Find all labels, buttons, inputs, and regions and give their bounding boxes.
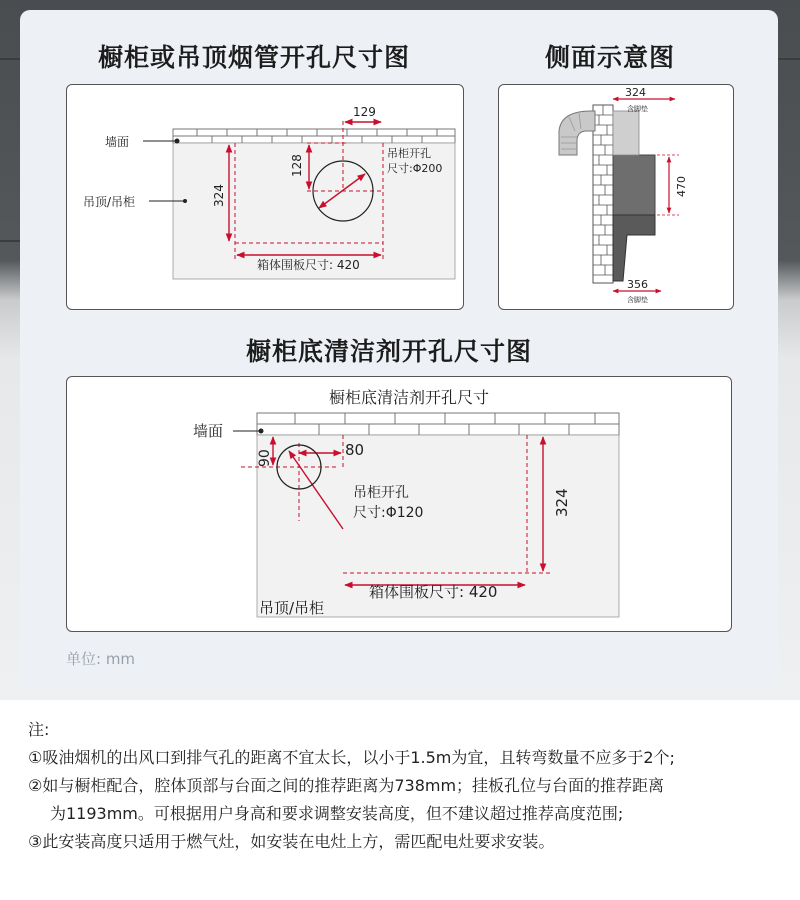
bottom-dim-vertical: 90: [257, 449, 273, 467]
side-dim-top-note: 含脚垫: [627, 105, 648, 113]
exhaust-duct: [559, 111, 595, 155]
top-diagram-title: 橱柜或吊顶烟管开孔尺寸图: [98, 43, 411, 72]
top-diagram-drawing: [67, 85, 463, 309]
side-dim-bottom: 356: [627, 278, 648, 291]
bottom-wall-label: 墙面: [193, 422, 224, 440]
ceiling-label: 吊顶/吊柜: [83, 195, 136, 209]
side-dim-height: 470: [675, 176, 688, 197]
side-dim-bottom-note: 含脚垫: [627, 296, 648, 304]
bottom-diagram-drawing: [67, 377, 731, 631]
hole-label-2: 尺寸:Φ200: [387, 162, 443, 175]
dim-offset-label: 129: [353, 105, 376, 119]
wall-label: 墙面: [105, 135, 130, 149]
side-dim-top: 324: [625, 86, 646, 99]
bottom-inner-title: 橱柜底清洁剂开孔尺寸: [329, 388, 490, 407]
note-line-1: ①吸油烟机的出风口到排气孔的距离不宜太长，以小于1.5m为宜，且转弯数量不应多于2个;: [28, 748, 675, 767]
bottom-dim-offset: 80: [345, 441, 365, 459]
dim-width-label: 箱体围板尺寸: 420: [257, 258, 360, 272]
background-seam: [0, 240, 20, 242]
bottom-dim-depth: 324: [553, 488, 571, 517]
notes-heading: 注:: [28, 720, 50, 739]
hood-upper: [613, 155, 655, 215]
hole-label-1: 吊柜开孔: [387, 147, 431, 160]
background-seam: [778, 58, 800, 60]
bottom-hole-label-2: 尺寸:Φ120: [353, 505, 424, 521]
note-line-2b: 为1193mm。可根据用户身高和要求调整安装高度，但不建议超过推荐高度范围;: [50, 804, 624, 823]
bottom-diagram-title: 橱柜底清洁剂开孔尺寸图: [246, 337, 533, 366]
dim-depth-label: 324: [212, 184, 226, 207]
hood-lower: [613, 215, 655, 281]
dim-vertical-label: 128: [290, 154, 304, 177]
bottom-dim-width: 箱体围板尺寸: 420: [369, 583, 498, 601]
top-diagram-panel: [66, 84, 464, 310]
side-diagram-panel: [498, 84, 734, 310]
unit-label: 单位: mm: [66, 650, 136, 668]
notes-section: [28, 716, 788, 856]
note-line-2a: ②如与橱柜配合，腔体顶部与台面之间的推荐距离为738mm；挂板孔位与台面的推荐距离: [28, 776, 665, 795]
side-diagram-title: 侧面示意图: [545, 43, 676, 72]
bottom-diagram-panel: [66, 376, 732, 632]
wall-bricks: [173, 129, 455, 143]
bottom-ceiling-label: 吊顶/吊柜: [259, 599, 325, 617]
background-seam: [0, 58, 20, 60]
bottom-hole-label-1: 吊柜开孔: [353, 485, 409, 501]
note-line-3: ③此安装高度只适用于燃气灶，如安装在电灶上方，需匹配电灶要求安装。: [28, 832, 555, 851]
brick-wall: [593, 105, 613, 283]
side-diagram-drawing: [499, 85, 733, 309]
